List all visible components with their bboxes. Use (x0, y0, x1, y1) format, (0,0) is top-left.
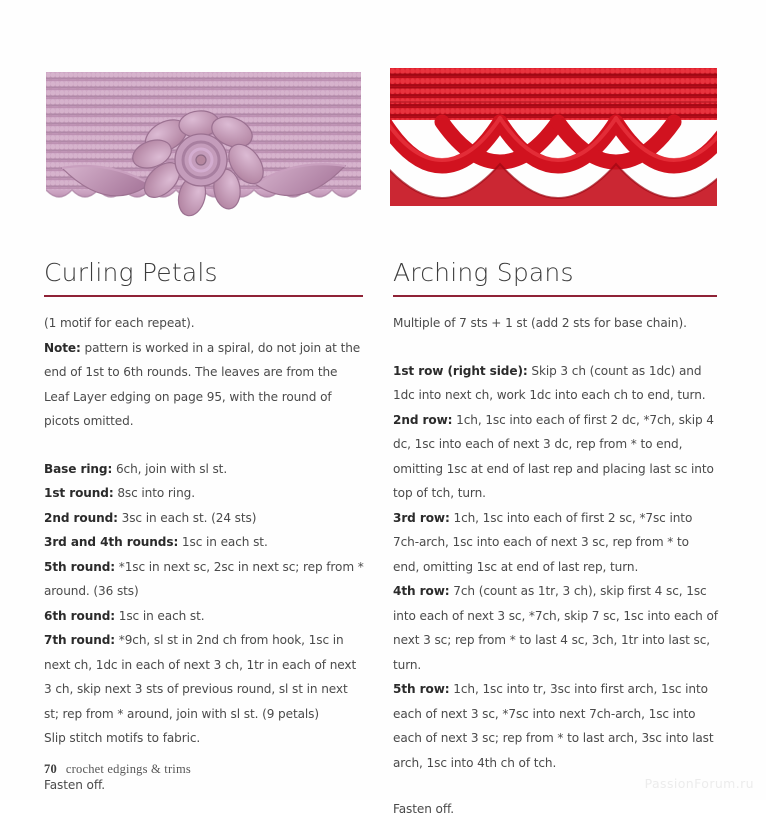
left-instruction-text: 6ch, join with sl st. (112, 461, 228, 476)
right-instruction-label: 1st row (right side): (393, 363, 528, 378)
left-instruction-base-ring (44, 457, 364, 482)
left-instruction-label: 7th round: (44, 633, 116, 647)
right-column-body (393, 311, 718, 822)
left-instruction-text: *9ch, sl st in 2nd ch from hook, 1sc in next ch, 1dc in each of next 3 ch, 1tr in each of next 3 ch, skip next 3 sts of previous round, sl st in next st; rep from * around, join with sl st. (9 petals) (44, 633, 357, 721)
right-instruction-3rd-row (393, 506, 718, 580)
left-instruction-7th-round (44, 628, 364, 726)
left-intro: (1 motif for each repeat). (44, 316, 195, 330)
right-instruction-4th-row (393, 579, 718, 677)
left-instruction-6th-round (44, 604, 364, 629)
left-closing-fasten-off: Fasten off. (44, 777, 106, 792)
left-note-text: pattern is worked in a spiral, do not join at the end of 1st to 6th rounds. The leaves are from the Leaf Layer edging on page 95, with the round of picots omitted. (44, 340, 361, 428)
right-closing-fasten-off: Fasten off. (393, 802, 455, 816)
page-title-curling-petals: Curling Petals (44, 258, 218, 287)
left-instruction-label: 1st round: (44, 486, 114, 500)
right-instruction-5th-row (393, 677, 718, 775)
left-instruction-label: 2nd round: (44, 510, 118, 525)
curling-petals-swatch-graphic (46, 72, 361, 217)
right-pattern-column (393, 258, 718, 822)
left-instruction-text: 3sc in each st. (24 sts) (117, 510, 257, 525)
curling-petals-swatch (46, 72, 361, 217)
left-column-body (44, 311, 364, 797)
left-instruction-2nd-round (44, 506, 364, 531)
left-instruction-3rd-4th-rounds (44, 530, 364, 555)
left-instruction-5th-round (44, 555, 364, 604)
running-title: crochet edgings & trims (65, 762, 191, 776)
right-instruction-label: 4th row: (393, 584, 450, 598)
left-closing-slip-stitch: Slip stitch motifs to fabric. (44, 731, 201, 745)
left-instruction-label: 3rd and 4th rounds: (44, 535, 179, 549)
left-instruction-1st-round (44, 481, 364, 506)
right-instruction-text: 1ch, 1sc into each of first 2 dc, *7ch, skip 4 dc, 1sc into each of next 3 dc, rep from * to end, omitting 1sc at end of last rep and placing last sc into top of tch, turn. (393, 412, 714, 500)
heading-rule-left (44, 295, 363, 297)
right-instruction-2nd-row (393, 408, 718, 506)
left-note (44, 336, 364, 434)
page-number: 70 (44, 762, 57, 776)
left-instruction-text: *1sc in next sc, 2sc in next sc; rep from * around. (36 sts) (44, 559, 364, 598)
arching-spans-swatch (390, 68, 717, 206)
left-instruction-text: 8sc into ring. (113, 486, 195, 500)
left-instruction-text: 1sc in each st. (178, 535, 268, 549)
right-instruction-text: 1ch, 1sc into tr, 3sc into first arch, 1sc into each of next 3 sc, *7sc into next 7ch-arch, 1sc into each of next 3 sc; rep from * to last arch, 3sc into last arch, 1sc into 4th ch of tch. (393, 682, 714, 770)
arching-spans-swatch-graphic (390, 68, 717, 206)
right-instruction-text: Skip 3 ch (count as 1dc) and 1dc into next ch, work 1dc into each ch to end, turn. (393, 363, 706, 402)
right-instruction-text: 7ch (count as 1tr, 3 ch), skip first 4 sc, 1sc into each of next 3 sc, *7ch, skip 7 sc, 1sc into each of next 3 sc; rep from * to last 4 sc, 3ch, 1tr into last sc, turn. (393, 584, 718, 672)
left-instruction-label: 5th round: (44, 559, 116, 574)
page-title-arching-spans: Arching Spans (393, 258, 574, 287)
right-instruction-label: 3rd row: (393, 510, 450, 525)
left-pattern-column (44, 258, 364, 797)
right-instruction-1st-row (393, 359, 718, 408)
left-instruction-label: 6th round: (44, 608, 116, 623)
watermark: PassionForum.ru (644, 776, 754, 791)
left-instruction-text: 1sc in each st. (115, 608, 205, 623)
left-note-label: Note: (44, 340, 81, 355)
right-intro: Multiple of 7 sts + 1 st (add 2 sts for base chain). (393, 316, 687, 330)
right-instruction-text: 1ch, 1sc into each of first 2 sc, *7sc into 7ch-arch, 1sc into each of next 3 sc, rep from * to end, omitting 1sc at end of last rep, turn. (393, 510, 693, 574)
right-instruction-label: 2nd row: (393, 412, 453, 427)
right-instruction-label: 5th row: (393, 682, 450, 696)
left-instruction-label: Base ring: (44, 461, 113, 476)
heading-rule-right (393, 295, 717, 297)
page-footer (44, 762, 191, 777)
